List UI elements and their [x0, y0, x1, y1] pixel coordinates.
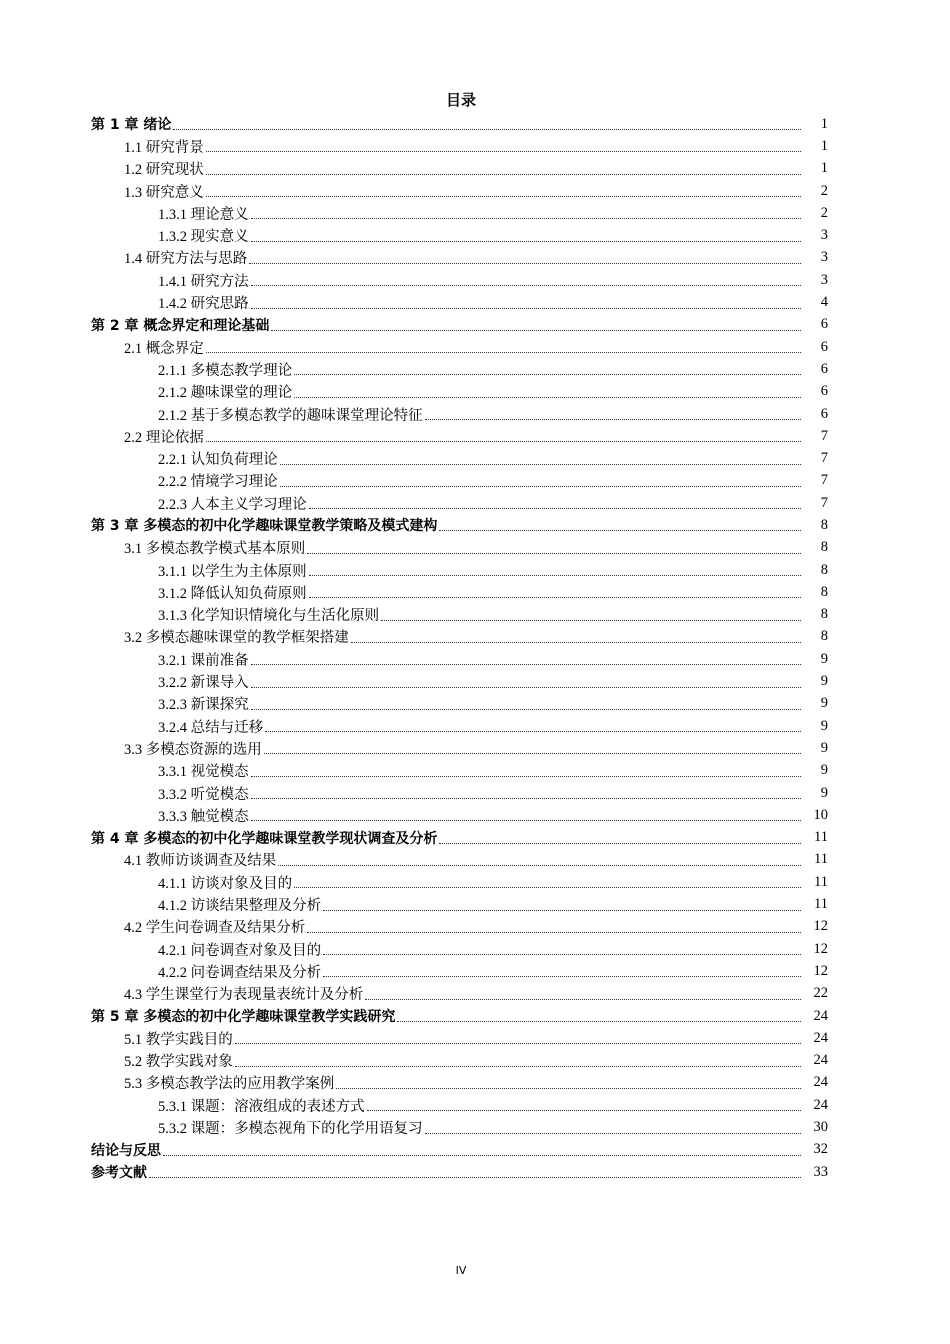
toc-section-entry[interactable] [0, 983, 950, 1005]
toc-section-entry[interactable] [0, 849, 950, 871]
dot-leader [163, 1154, 801, 1156]
toc-chapter-entry[interactable] [0, 514, 950, 536]
toc-entry-label: 2.2.2 情境学习理论 [158, 474, 278, 491]
toc-subsection-entry[interactable] [0, 358, 950, 380]
toc-chapter-entry[interactable] [0, 1161, 950, 1183]
toc-entry-page-number: 24 [813, 1052, 828, 1069]
dot-leader [265, 730, 801, 732]
toc-subsection-entry[interactable] [0, 960, 950, 982]
toc-entry-page-number: 12 [813, 962, 828, 979]
dot-leader [235, 1042, 801, 1044]
toc-entry-label: 1.2 研究现状 [124, 162, 204, 179]
toc-entry-label: 2.1.1 多模态教学理论 [158, 362, 293, 379]
dot-leader [365, 998, 801, 1000]
dot-leader [336, 1087, 801, 1089]
toc-entry-page-number: 9 [820, 762, 828, 779]
toc-subsection-entry[interactable] [0, 1094, 950, 1116]
dot-leader [307, 552, 801, 554]
toc-entry-page-number: 11 [814, 896, 828, 913]
toc-entry-page-number: 9 [820, 717, 828, 734]
toc-entry-label: 4.1.1 访谈对象及目的 [158, 875, 293, 892]
dot-leader [280, 485, 801, 487]
toc-entry-label: 3.3.2 听觉模态 [158, 786, 249, 803]
toc-entry-label: 5.2 教学实践对象 [124, 1054, 233, 1071]
toc-entry-label: 2.1.2 趣味课堂的理论 [158, 385, 293, 402]
toc-entry-page-number: 6 [820, 360, 828, 377]
toc-subsection-entry[interactable] [0, 447, 950, 469]
toc-subsection-entry[interactable] [0, 670, 950, 692]
toc-entry-label: 4.2 学生问卷调查及结果分析 [124, 920, 306, 937]
toc-entry-label: 4.3 学生课堂行为表现量表统计及分析 [124, 987, 364, 1004]
toc-entry-label: 2.2.3 人本主义学习理论 [158, 496, 307, 513]
toc-entry-page-number: 8 [820, 516, 828, 533]
dot-leader [235, 1065, 801, 1067]
dot-leader [206, 150, 801, 152]
dot-leader [294, 886, 801, 888]
dot-leader [323, 975, 801, 977]
toc-entry-page-number: 11 [814, 873, 828, 890]
toc-subsection-entry[interactable] [0, 581, 950, 603]
toc-entry-label: 4.1.2 访谈结果整理及分析 [158, 898, 322, 915]
toc-subsection-entry[interactable] [0, 291, 950, 313]
toc-entry-page-number: 24 [813, 1074, 828, 1091]
dot-leader [251, 797, 801, 799]
toc-section-entry[interactable] [0, 737, 950, 759]
toc-entry-page-number: 8 [820, 539, 828, 556]
toc-entry-page-number: 1 [820, 137, 828, 154]
dot-leader [206, 195, 801, 197]
toc-section-entry[interactable] [0, 180, 950, 202]
toc-section-entry[interactable] [0, 626, 950, 648]
toc-entry-label: 3.2.1 课前准备 [158, 652, 249, 669]
dot-leader [439, 842, 801, 844]
toc-subsection-entry[interactable] [0, 871, 950, 893]
toc-entry-page-number: 10 [813, 806, 828, 823]
toc-chapter-entry[interactable] [0, 314, 950, 336]
toc-entry-page-number: 6 [820, 405, 828, 422]
toc-entry-page-number: 1 [820, 115, 828, 132]
toc-entry-page-number: 30 [813, 1119, 828, 1135]
toc-entry-label: 第 4 章 多模态的初中化学趣味课堂教学现状调查及分析 [91, 830, 438, 847]
toc-entry-page-number: 9 [820, 673, 828, 690]
toc-entry-label: 3.3.3 触觉模态 [158, 808, 249, 825]
dot-leader [397, 1020, 801, 1022]
toc-entry-label: 第 5 章 多模态的初中化学趣味课堂教学实践研究 [91, 1009, 396, 1026]
toc-section-entry[interactable] [0, 336, 950, 358]
dot-leader [425, 418, 801, 420]
dot-leader [251, 284, 801, 286]
toc-entry-page-number: 7 [820, 494, 828, 511]
dot-leader [309, 596, 801, 598]
dot-leader [278, 864, 801, 866]
toc-section-entry[interactable] [0, 537, 950, 559]
toc-section-entry[interactable] [0, 1027, 950, 1049]
toc-entry-page-number: 8 [820, 583, 828, 600]
toc-entry-page-number: 11 [814, 851, 828, 868]
dot-leader [206, 440, 801, 442]
toc-entry-label: 2.1 概念界定 [124, 340, 204, 357]
toc-entry-page-number: 12 [813, 940, 828, 957]
toc-entry-label: 1.4.2 研究思路 [158, 296, 249, 313]
toc-subsection-entry[interactable] [0, 559, 950, 581]
toc-entry-page-number: 9 [820, 739, 828, 756]
toc-entry-label: 3.3.1 视觉模态 [158, 764, 249, 781]
toc-entry-page-number: 7 [820, 450, 828, 467]
dot-leader [367, 1109, 801, 1111]
dot-leader [206, 351, 801, 353]
toc-entry-page-number: 12 [813, 918, 828, 935]
toc-entry-label: 5.3.1 课题：溶液组成的表述方式 [158, 1098, 365, 1115]
toc-subsection-entry[interactable] [0, 202, 950, 224]
toc-section-entry[interactable] [0, 247, 950, 269]
toc-entry-page-number: 7 [820, 427, 828, 444]
toc-entry-page-number: 24 [813, 1029, 828, 1046]
toc-entry-label: 1.3.1 理论意义 [158, 206, 249, 223]
toc-subsection-entry[interactable] [0, 938, 950, 960]
toc-subsection-entry[interactable] [0, 403, 950, 425]
dot-leader [206, 173, 801, 175]
toc-entry-page-number: 22 [813, 985, 828, 1002]
toc-entry-page-number: 33 [813, 1163, 828, 1180]
dot-leader [381, 619, 801, 621]
dot-leader [249, 262, 801, 264]
toc-entry-page-number: 24 [813, 1007, 828, 1024]
toc-subsection-entry[interactable] [0, 492, 950, 514]
dot-leader [294, 373, 801, 375]
toc-entry-label: 1.4 研究方法与思路 [124, 251, 248, 268]
toc-entry-label: 3.3 多模态资源的选用 [124, 741, 262, 758]
toc-subsection-entry[interactable] [0, 782, 950, 804]
toc-chapter-entry[interactable] [0, 113, 950, 135]
dot-leader [307, 931, 801, 933]
toc-title: 目录 [445, 91, 476, 109]
toc-entry-page-number: 8 [820, 561, 828, 578]
toc-entry-page-number: 6 [820, 316, 828, 333]
toc-subsection-entry[interactable] [0, 1116, 950, 1138]
toc-entry-label: 5.1 教学实践目的 [124, 1031, 233, 1048]
toc-entry-label: 2.2.1 认知负荷理论 [158, 452, 278, 469]
dot-leader [323, 909, 801, 911]
toc-entry-page-number: 2 [820, 204, 828, 221]
toc-entry-page-number: 9 [820, 650, 828, 667]
toc-entry-label: 4.2.1 问卷调查对象及目的 [158, 942, 322, 959]
toc-section-entry[interactable] [0, 158, 950, 180]
toc-entry-page-number: 6 [820, 338, 828, 355]
toc-entry-label: 结论与反思 [91, 1142, 161, 1159]
toc-entry-page-number: 11 [814, 829, 828, 846]
dot-leader [251, 775, 801, 777]
toc-entry-label: 3.2.3 新课探究 [158, 697, 249, 714]
toc-entry-page-number: 9 [820, 784, 828, 801]
dot-leader [323, 953, 801, 955]
toc-entry-label: 第 3 章 多模态的初中化学趣味课堂教学策略及模式建构 [91, 518, 438, 535]
toc-subsection-entry[interactable] [0, 269, 950, 291]
toc-entry-page-number: 1 [820, 160, 828, 177]
dot-leader [439, 529, 801, 531]
toc-subsection-entry[interactable] [0, 470, 950, 492]
toc-entry-page-number: 3 [820, 249, 828, 266]
toc-subsection-entry[interactable] [0, 715, 950, 737]
toc-entry-page-number: 7 [820, 472, 828, 489]
toc-entry-page-number: 8 [820, 606, 828, 623]
dot-leader [149, 1176, 801, 1178]
dot-leader [251, 307, 801, 309]
toc-subsection-entry[interactable] [0, 893, 950, 915]
dot-leader [425, 1132, 801, 1134]
toc-entry-label: 2.2 理论依据 [124, 429, 204, 446]
toc-entry-label: 1.3 研究意义 [124, 184, 204, 201]
page-number: IV [455, 1264, 467, 1277]
dot-leader [309, 574, 801, 576]
toc-entry-label: 3.1.2 降低认知负荷原则 [158, 585, 307, 602]
toc-entry-label: 3.1.3 化学知识情境化与生活化原则 [158, 608, 380, 625]
toc-entry-label: 5.3 多模态教学法的应用教学案例 [124, 1076, 335, 1093]
toc-chapter-entry[interactable] [0, 1139, 950, 1161]
toc-entry-page-number: 32 [813, 1141, 828, 1158]
dot-leader [251, 686, 801, 688]
toc-chapter-entry[interactable] [0, 827, 950, 849]
toc-entry-label: 4.1 教师访谈调查及结果 [124, 853, 277, 870]
toc-section-entry[interactable] [0, 1072, 950, 1094]
toc-subsection-entry[interactable] [0, 693, 950, 715]
toc-entry-label: 第 1 章 绪论 [91, 117, 172, 134]
toc-entry-page-number: 3 [820, 271, 828, 288]
toc-section-entry[interactable] [0, 916, 950, 938]
dot-leader [251, 819, 801, 821]
toc-subsection-entry[interactable] [0, 760, 950, 782]
toc-entry-page-number: 9 [820, 695, 828, 712]
toc-entry-page-number: 3 [820, 227, 828, 244]
toc-subsection-entry[interactable] [0, 648, 950, 670]
dot-leader [351, 641, 801, 643]
dot-leader [251, 217, 801, 219]
toc-entry-label: 2.1.2 基于多模态教学的趣味课堂理论特征 [158, 407, 423, 424]
toc-entry-label: 5.3.2 课题：多模态视角下的化学用语复习 [158, 1121, 423, 1137]
dot-leader [309, 507, 801, 509]
toc-entry-label: 4.2.2 问卷调查结果及分析 [158, 964, 322, 981]
dot-leader [280, 463, 801, 465]
toc-chapter-entry[interactable] [0, 1005, 950, 1027]
toc-section-entry[interactable] [0, 135, 950, 157]
dot-leader [251, 240, 801, 242]
toc-entry-label: 1.3.2 现实意义 [158, 229, 249, 246]
toc-entry-label: 3.1.1 以学生为主体原则 [158, 563, 307, 580]
dot-leader [264, 752, 801, 754]
toc-section-entry[interactable] [0, 425, 950, 447]
toc-subsection-entry[interactable] [0, 604, 950, 626]
toc-entry-page-number: 8 [820, 628, 828, 645]
dot-leader [251, 663, 801, 665]
toc-entry-label: 3.1 多模态教学模式基本原则 [124, 541, 306, 558]
toc-entry-label: 第 2 章 概念界定和理论基础 [91, 317, 270, 334]
dot-leader [294, 396, 801, 398]
toc-entry-label: 3.2.4 总结与迁移 [158, 719, 264, 736]
toc-subsection-entry[interactable] [0, 224, 950, 246]
toc-section-entry[interactable] [0, 1049, 950, 1071]
toc-entry-label: 1.4.1 研究方法 [158, 273, 249, 290]
dot-leader [271, 329, 801, 331]
toc-entry-page-number: 2 [820, 182, 828, 199]
toc-list [0, 113, 950, 1183]
toc-entry-page-number: 24 [813, 1096, 828, 1113]
toc-entry-label: 3.2 多模态趣味课堂的教学框架搭建 [124, 630, 349, 647]
toc-subsection-entry[interactable] [0, 804, 950, 826]
toc-entry-label: 3.2.2 新课导入 [158, 675, 249, 692]
dot-leader [173, 128, 801, 130]
dot-leader [251, 708, 801, 710]
toc-entry-label: 1.1 研究背景 [124, 139, 204, 156]
toc-entry-page-number: 4 [820, 294, 828, 311]
toc-subsection-entry[interactable] [0, 381, 950, 403]
toc-entry-page-number: 6 [820, 383, 828, 400]
toc-entry-label: 参考文献 [91, 1165, 147, 1182]
